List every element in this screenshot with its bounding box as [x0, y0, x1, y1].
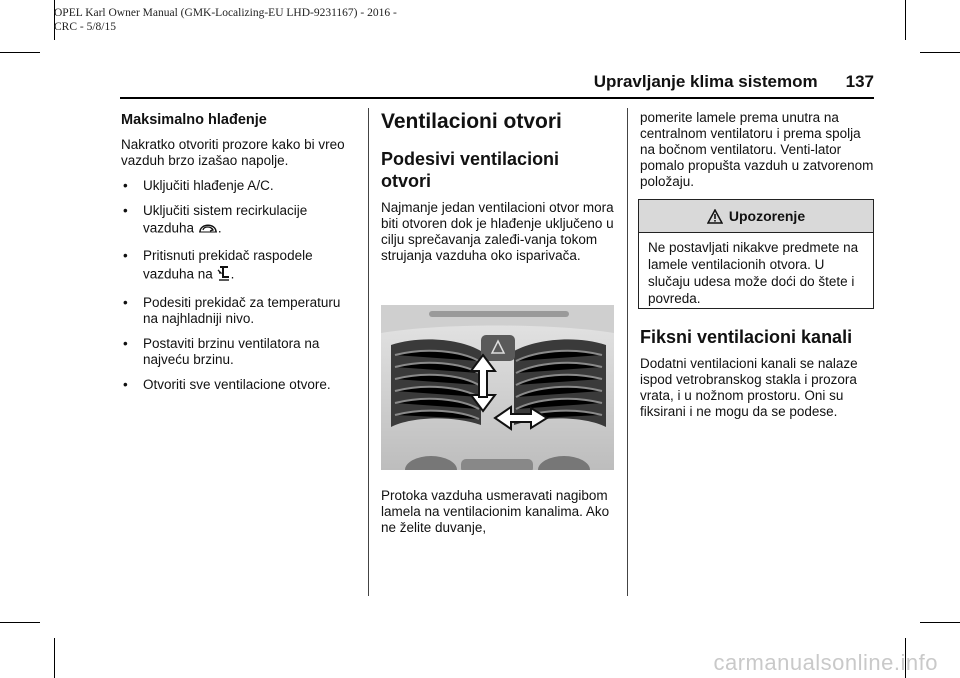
- running-head: [594, 72, 874, 92]
- list-item: [121, 377, 357, 393]
- list-item-text: Podesiti prekidač za temperaturu na najhladniji nivo.: [143, 295, 341, 326]
- list-item: [121, 295, 357, 327]
- middle-column-lower: [381, 488, 617, 536]
- list-item: [121, 203, 357, 239]
- intro-paragraph: Nakratko otvoriti prozore kako bi vreo vazduh brzo izašao napolje.: [121, 137, 345, 168]
- list-item-text: Otvoriti sve ventilacione otvore.: [143, 377, 331, 392]
- warning-text: Ne postavljati nikakve predmete na lamele ventilacionih otvora. U slučaju udesa može doći do štete i povreda.: [648, 240, 859, 306]
- crop-mark: [0, 622, 40, 623]
- section-heading: Maksimalno hlađenje: [121, 112, 267, 128]
- section-title: Ventilacioni otvori: [381, 110, 562, 133]
- list-item-text: Uključiti hlađenje A/C.: [143, 178, 274, 193]
- header-rule: [120, 97, 874, 99]
- document-header-line: OPEL Karl Owner Manual (GMK-Localizing-EU LHD-9231167) - 2016 -: [54, 7, 397, 19]
- warning-box: [638, 199, 874, 309]
- punctuation: .: [230, 266, 235, 282]
- document-header-line: CRC - 5/8/15: [54, 21, 116, 33]
- bullet-list: [121, 178, 357, 393]
- paragraph: Dodatni ventilacioni kanali se nalaze ispod vetrobranskog stakla i prozora vrata, i u nožnom prostoru. Oni su fiksirani i ne mogu da se podese.: [640, 356, 858, 419]
- paragraph: Protoka vazduha usmeravati nagibom lamela na ventilacionim kanalima. Ako ne želite duvanje,: [381, 488, 610, 535]
- air-distribution-footwell-icon: [217, 264, 231, 286]
- vent-photo: [381, 305, 614, 470]
- right-column-lower: [640, 326, 876, 420]
- bullet-marker: •: [123, 336, 128, 351]
- list-item-text: Uključiti sistem recirkulacije vazduha: [143, 203, 308, 236]
- recirculation-icon: [198, 219, 218, 239]
- middle-column: [381, 110, 617, 264]
- bullet-marker: •: [123, 178, 128, 193]
- list-item: [121, 248, 357, 286]
- crop-mark: [920, 52, 960, 53]
- punctuation: .: [217, 220, 222, 236]
- warning-triangle-icon: [707, 209, 723, 224]
- list-item: [121, 178, 357, 194]
- column-divider: [627, 108, 628, 596]
- list-item: [121, 336, 357, 368]
- warning-title-text: Upozorenje: [728, 208, 806, 224]
- section-title: Fiksni ventilacioni kanali: [640, 327, 853, 347]
- subsection-title: Podesivi ventilacioni otvori: [381, 149, 560, 191]
- list-item-text: Pritisnuti prekidač raspodele vazduha na: [143, 248, 313, 282]
- bullet-marker: •: [123, 295, 128, 310]
- left-column: [121, 112, 357, 393]
- paragraph: pomerite lamele prema unutra na centralnom ventilatoru i prema spolja na bočnom ventilatoru. Venti-lator pomalo propušta vazduh u zatvorenom položaju.: [640, 110, 874, 189]
- crop-mark: [920, 622, 960, 623]
- bullet-marker: •: [123, 377, 128, 392]
- watermark: carmanualsonline.info: [713, 650, 938, 675]
- bullet-marker: •: [123, 248, 128, 263]
- crop-mark: [54, 638, 55, 678]
- column-divider: [368, 108, 369, 596]
- right-column: [640, 110, 876, 190]
- crop-mark: [0, 52, 40, 53]
- crop-mark: [905, 0, 906, 40]
- bullet-marker: •: [123, 203, 128, 218]
- paragraph: Najmanje jedan ventilacioni otvor mora biti otvoren dok je hlađenje uključeno u cilju sprečavanja zaleđi-vanja tokom strujanja vazduha oko isparivača.: [381, 200, 614, 263]
- list-item-text: Postaviti brzinu ventilatora na najveću brzinu.: [143, 336, 320, 367]
- document-header: [54, 6, 574, 34]
- chapter-title: Upravljanje klima sistemom: [593, 72, 818, 91]
- page-number: 137: [845, 72, 874, 91]
- warning-title: [639, 200, 873, 233]
